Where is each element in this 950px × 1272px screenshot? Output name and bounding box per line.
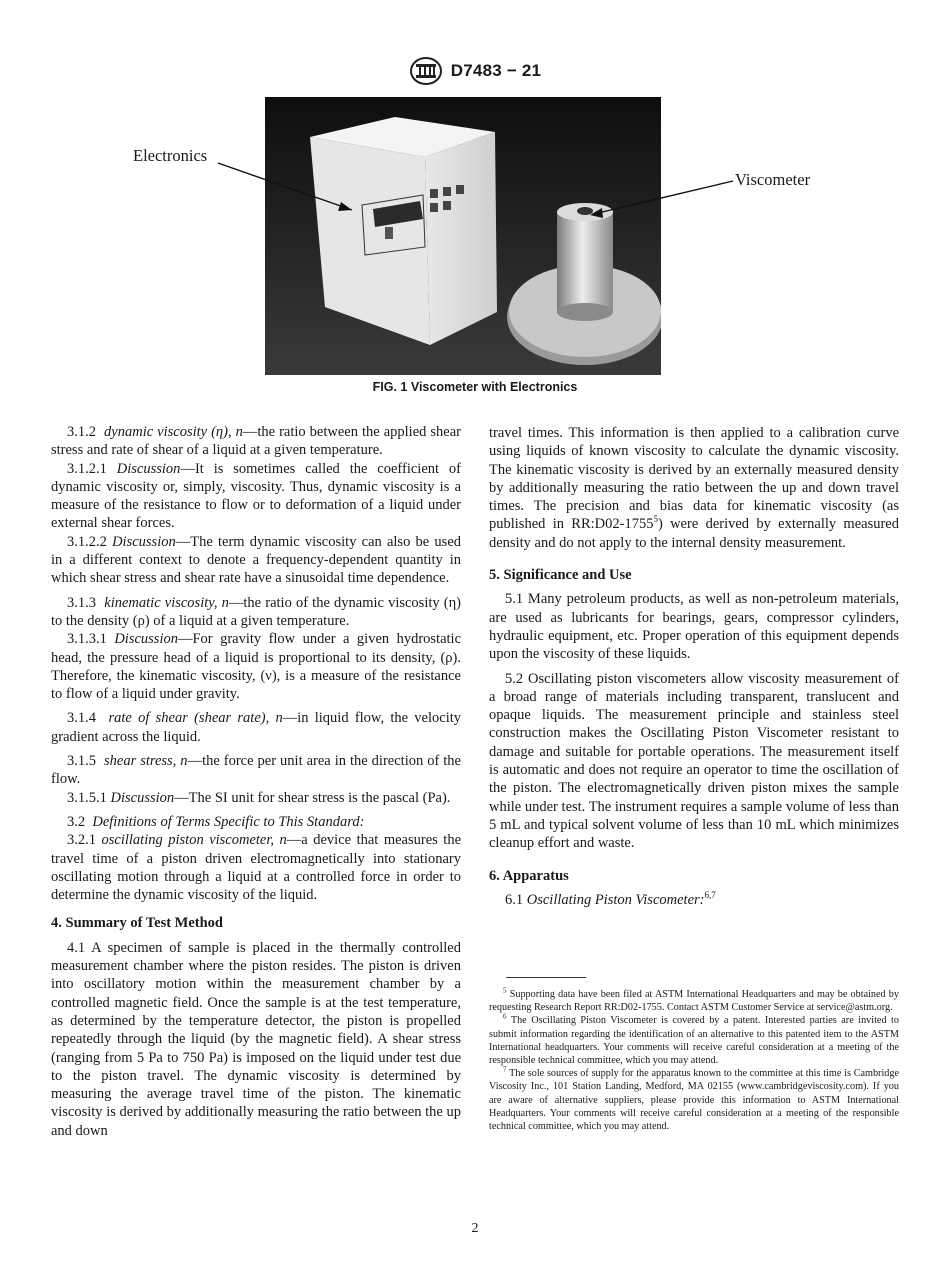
footnotes [489, 988, 899, 1133]
paragraph-3-2: 3.2 Definitions of Terms Specific to This Standard: [67, 813, 365, 830]
footnote-7: $^7$ The sole sources of supply for the apparatus known to the committee at this time is Cambridge Viscosity Inc., 101 Station Landing, Medford, MA 02155 (www.cambridgeviscosity.com). If you are aware of alternative suppliers, please provide this information to ASTM International Headquarters. Your comments will receive careful consideration at a meeting of the responsible technical committee, which you may attend. [489, 1065, 899, 1133]
paragraph-3-1-2-2: 3.1.2.2 Discussion—The term dynamic viscosity can also be used in a different context to denote a frequency-dependent quantity in which shear stress and shear rate have a sinusoidal time dependence. [51, 533, 461, 587]
paragraph-4-1: 4.1 A specimen of sample is placed in the thermally controlled measurement chamber where the piston resides. The piston is driven into oscillatory motion within the measurement chamber by a controlled magnetic field. Once the sample is at the test temperature, as determined by the temperature detector, the piston is propelled repeatedly through the liquid (by the magnetic field). A shear stress (ranging from 5 Pa to 750 Pa) is imposed on the liquid under test due to the piston travel. The dynamic viscosity is determined by measuring the average travel time of the piston. The kinematic viscosity is derived by additionally measuring the ratio between the up and down [51, 939, 461, 1139]
paragraph-5-2: 5.2 Oscillating piston viscometers allow viscosity measurement of a broad range of materials including transparent, translucent and opaque liquids. The measurement principle and stainless steel construction makes the Oscillating Piston Viscometer resistant to damage and suitable for portable operations. The measurement itself is automatic and does not require an operator to time the oscillation of the piston. The electromagnetically driven piston mixes the sample while under test. The instrument requires a sample volume of less than 5 mL and typical solvent volume of less than 10 mL which minimizes cleanup effort and waste. [489, 670, 899, 852]
paragraph-3-1-2-1: 3.1.2.1 Discussion—It is sometimes called the coefficient of dynamic viscosity or, simply, viscosity. Thus, dynamic viscosity is a measure of the resistance to flow or to deformation of a liquid under external shear forces. [51, 460, 462, 532]
figure-caption: FIG. 1 Viscometer with Electronics [372, 380, 578, 394]
standard-designation: D7483 − 21 [450, 61, 542, 80]
right-column [489, 424, 899, 909]
left-column [51, 423, 461, 1140]
paragraph-3-1-5-1: 3.1.5.1 Discussion—The SI unit for shear stress is the pascal (Pa). [67, 789, 451, 806]
paragraph-3-1-5: 3.1.5 shear stress, n—the force per unit area in the direction of the flow. [51, 753, 461, 788]
section-heading-6: 6. Apparatus [489, 867, 569, 884]
paragraph-3-1-3: 3.1.3 kinematic viscosity, n—the ratio of the dynamic viscosity (η) to the density (ρ) of a liquid at a given temperature. [51, 594, 461, 629]
footnote-5: $^5$ Supporting data have been filed at ASTM International Headquarters and may be obtained by requesting Research Report RR:D02-1755. Contact ASTM Customer Service at service@astm.org. [489, 986, 899, 1014]
footnote-6: $^6$ The Oscillating Piston Viscometer is covered by a patent. Interested parties are invited to submit information regarding the identification of an alternative to this patented item to the ASTM International headquarters. Your comments will receive careful consideration at a meeting of the responsible technical committee, which you may attend. [489, 1013, 899, 1067]
section-heading-4: 4. Summary of Test Method [51, 915, 223, 932]
footnote-rule [506, 977, 586, 978]
page-number: 2 [471, 1221, 479, 1236]
paragraph-6-1: 6.1 Oscillating Piston Viscometer:$^{6,7}$ [505, 890, 716, 908]
paragraph-3-1-3-1: 3.1.3.1 Discussion—For gravity flow under a given hydrostatic head, the pressure head of a liquid is proportional to its density, (ρ). Therefore, the kinematic viscosity, (ν), is a measure of the resistance to flow of a liquid under gravity. [51, 631, 462, 703]
paragraph-4-1-continued: travel times. This information is then applied to a calibration curve using liquids of known viscosity to calculate the dynamic viscosity. The kinematic viscosity is derived by an externally measured density by additionally measuring the ratio between the up and down travel times. The precision and bias data for kinematic viscosity (as published in RR:D02-1755$^5$) were derived by externally measured density and do not apply to the internal density measurement. [489, 425, 899, 551]
section-heading-5: 5. Significance and Use [489, 567, 632, 584]
paragraph-3-1-4: 3.1.4 rate of shear (shear rate), n—in liquid flow, the velocity gradient across the liquid. [51, 710, 462, 745]
figure-callout-arrows [0, 0, 950, 400]
electronics-label: Electronics [133, 146, 208, 165]
paragraph-3-2-1: 3.2.1 oscillating piston viscometer, n—a device that measures the travel time of a piston driven electromagnetically into stationary oscillating motion through a liquid at a controlled force in order to determine the dynamic viscosity of the liquid. [51, 832, 462, 904]
viscometer-label: Viscometer [735, 170, 811, 189]
paragraph-5-1: 5.1 Many petroleum products, as well as non-petroleum materials, are used as lubricants for bearings, gears, compressor cylinders, hydraulic equipment, etc. Proper operation of this equipment depends upon the viscosity of these liquids. [489, 591, 899, 663]
paragraph-3-1-2: 3.1.2 dynamic viscosity (η), n—the ratio between the applied shear stress and rate of shear of a liquid at a given temperature. [51, 424, 462, 459]
